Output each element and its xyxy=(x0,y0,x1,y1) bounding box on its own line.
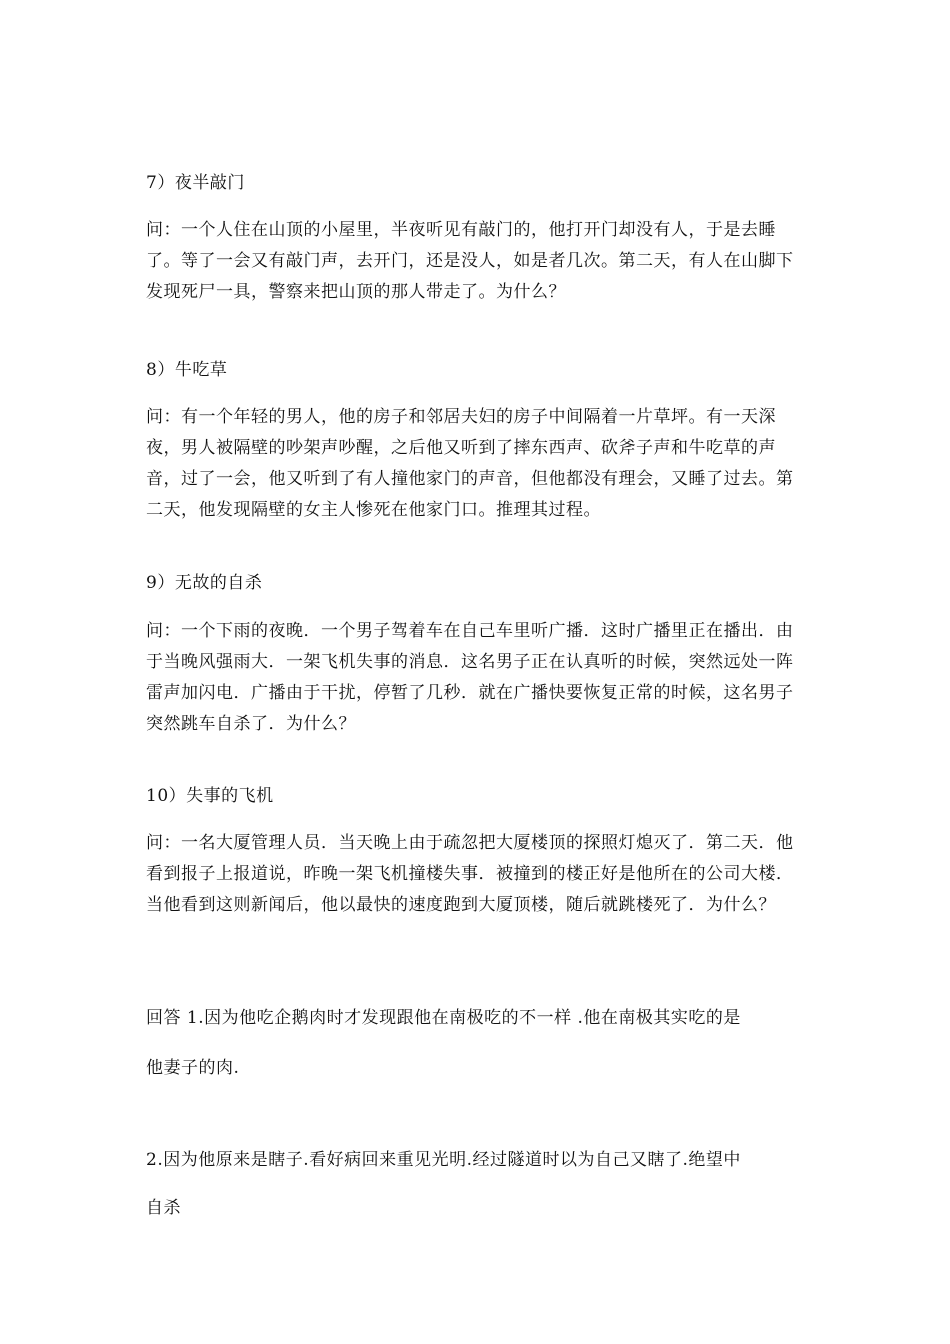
section-7-title: 7）夜半敲门 xyxy=(146,173,245,193)
answer-1-line-1: 回答 1.因为他吃企鹅肉时才发现跟他在南极吃的不一样 .他在南极其实吃的是 xyxy=(146,1008,741,1028)
section-8-question: 问：有一个年轻的男人，他的房子和邻居夫妇的房子中间隔着一片草坪。有一天深夜，男人被隔壁的吵架声吵醒，之后他又听到了摔东西声、砍斧子声和牛吃草的声音，过了一会，他又听到了有人撞他家门的声音，但他都没有理会，又睡了过去。第二天，他发现隔壁的女主人惨死在他家门口。推理其过程。 xyxy=(146,407,794,520)
section-7-question: 问：一个人住在山顶的小屋里，半夜听见有敲门的，他打开门却没有人，于是去睡了。等了一会又有敲门声，去开门，还是没人，如是者几次。第二天，有人在山脚下发现死尸一具，警察来把山顶的那人带走了。为什么？ xyxy=(146,220,794,302)
section-8-title: 8）牛吃草 xyxy=(146,360,228,380)
answer-2-line-2: 自杀 xyxy=(146,1198,181,1218)
answer-1-line-2: 他妻子的肉. xyxy=(146,1058,240,1078)
section-10-question: 问：一名大厦管理人员．当天晚上由于疏忽把大厦楼顶的探照灯熄灭了．第二天．他看到报子上报道说，昨晚一架飞机撞楼失事．被撞到的楼正好是他所在的公司大楼．当他看到这则新闻后，他以最快的速度跑到大厦顶楼，随后就跳楼死了．为什么？ xyxy=(146,833,794,915)
answer-2-line-1: 2.因为他原来是瞎子.看好病回来重见光明.经过隧道时以为自己又瞎了.绝望中 xyxy=(146,1150,741,1170)
section-9-title: 9）无故的自杀 xyxy=(146,573,263,593)
section-9-question: 问：一个下雨的夜晚．一个男子驾着车在自己车里听广播．这时广播里正在播出．由于当晚风强雨大．一架飞机失事的消息．这名男子正在认真听的时候，突然远处一阵雷声加闪电．广播由于干扰，停暂了几秒．就在广播快要恢复正常的时候，这名男子突然跳车自杀了．为什么？ xyxy=(146,621,794,734)
section-10-title: 10）失事的飞机 xyxy=(146,786,274,806)
